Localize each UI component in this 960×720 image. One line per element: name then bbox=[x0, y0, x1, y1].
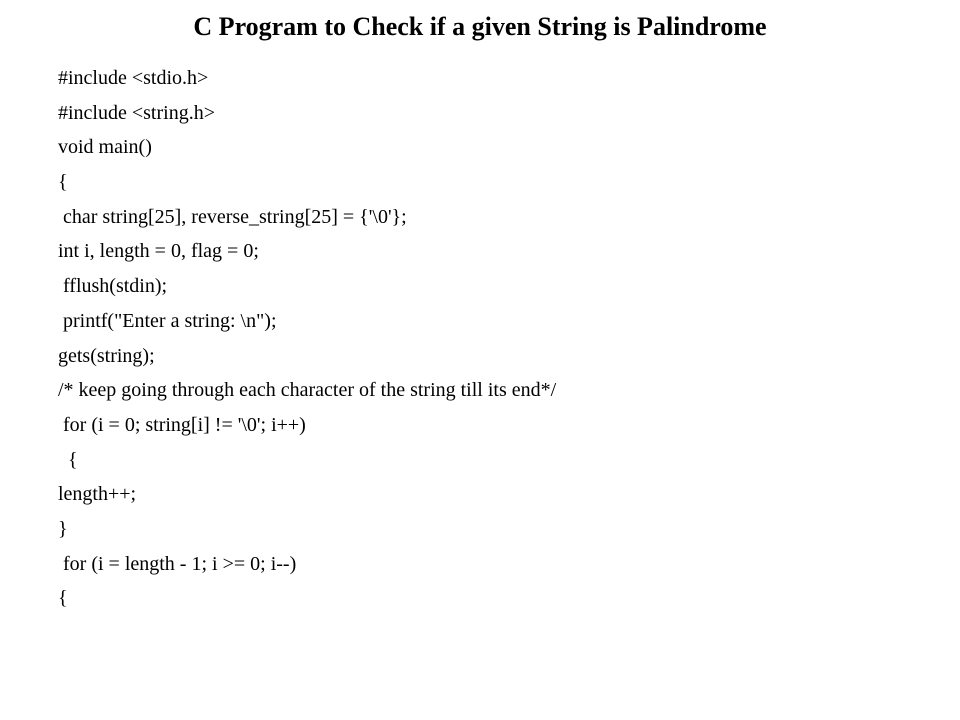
code-line: #include <stdio.h> bbox=[58, 67, 209, 89]
code-line: printf("Enter a string: \n"); bbox=[58, 309, 277, 332]
code-block bbox=[58, 61, 938, 616]
code-line: gets(string); bbox=[58, 344, 155, 367]
code-line: for (i = 0; string[i] != '\0'; i++) bbox=[58, 413, 306, 436]
code-line: for (i = length - 1; i >= 0; i--) bbox=[58, 552, 297, 575]
slide-title: C Program to Check if a given String is Palindrome bbox=[193, 12, 767, 41]
code-line: fflush(stdin); bbox=[58, 275, 168, 298]
code-line: { bbox=[58, 448, 78, 471]
code-line: { bbox=[58, 171, 68, 194]
code-comment-line: /* keep going through each character of the string till its end*/ bbox=[58, 379, 557, 402]
code-line: length++; bbox=[58, 483, 137, 506]
code-line: char string[25], reverse_string[25] = {'\0'}; bbox=[58, 205, 407, 228]
code-line: { bbox=[58, 587, 68, 610]
code-line: void main() bbox=[58, 136, 152, 159]
code-line: int i, length = 0, flag = 0; bbox=[58, 240, 259, 263]
code-line: #include <string.h> bbox=[58, 101, 215, 124]
code-line: } bbox=[58, 517, 68, 540]
